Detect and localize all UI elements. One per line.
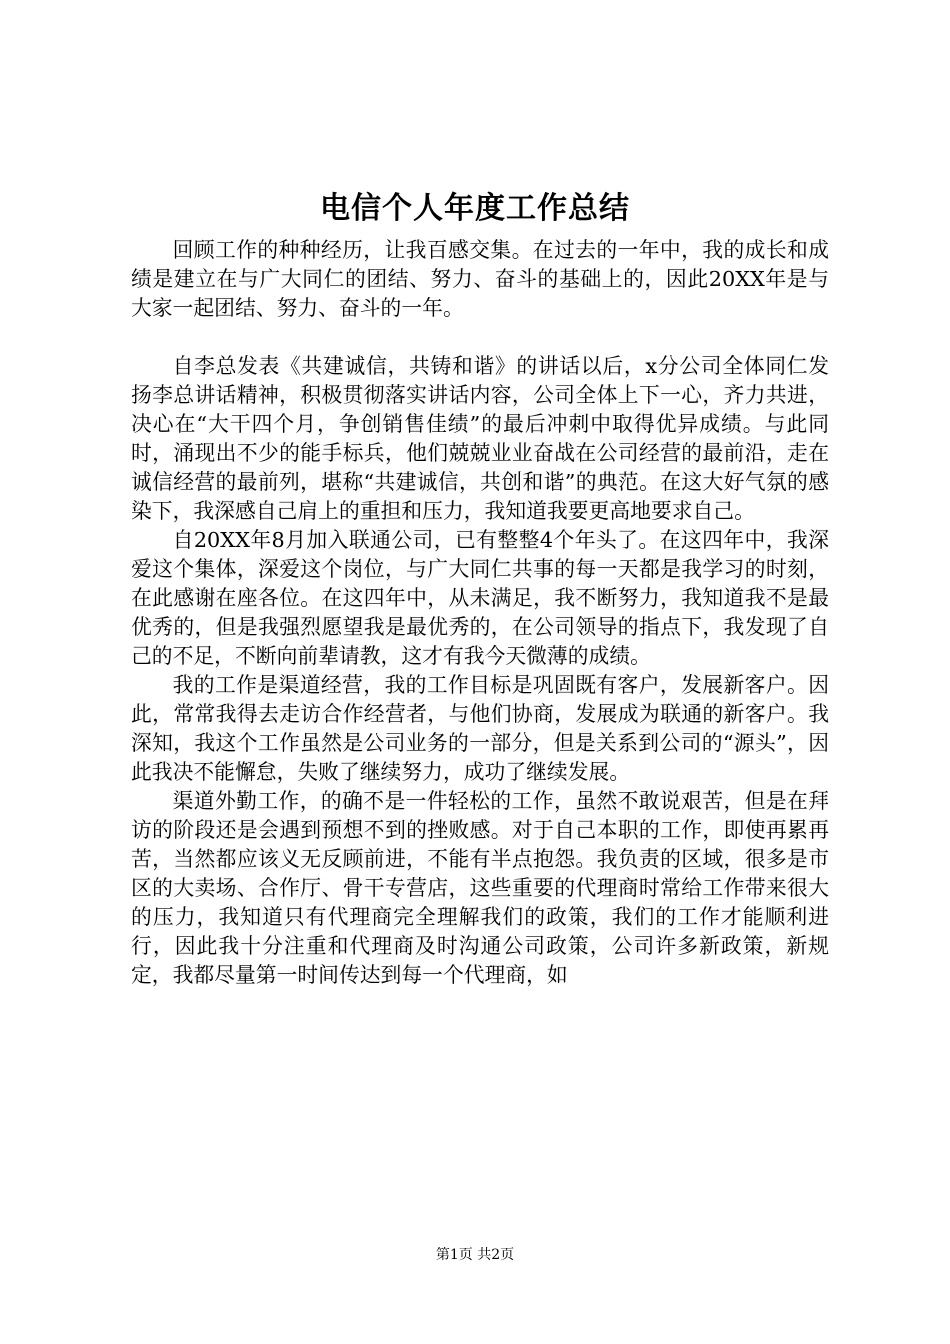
paragraph-2: 自李总发表《共建诚信，共铸和谐》的讲话以后，x分公司全体同仁发扬李总讲话精神，积极贯彻落实讲话内容，公司全体上下一心，齐力共进，决心在“大干四个月，争创销售佳绩”的最后冲刺中取得优异成绩。与此同时，涌现出不少的能手标兵，他们兢兢业业奋战在公司经营的最前沿，走在诚信经营的最前列，堪称“共建诚信，共创和谐”的典范。在这大好气氛的感染下，我深感自己肩上的重担和压力，我知道我要更高地要求自己。 — [131, 354, 829, 523]
paragraph-1: 回顾工作的种种经历，让我百感交集。在过去的一年中，我的成长和成绩是建立在与广大同仁的团结、努力、奋斗的基础上的，因此20XX年是与大家一起团结、努力、奋斗的一年。 — [131, 238, 829, 320]
paragraph-4: 我的工作是渠道经营，我的工作目标是巩固既有客户，发展新客户。因此，常常我得去走访合作经营者，与他们协商，发展成为联通的新客户。我深知，我这个工作虽然是公司业务的一部分，但是关系到公司的“源头”，因此我决不能懈怠，失败了继续努力，成功了继续发展。 — [131, 673, 829, 784]
paragraph-5: 渠道外勤工作，的确不是一件轻松的工作，虽然不敢说艰苦，但是在拜访的阶段还是会遇到预想不到的挫败感。对于自己本职的工作，即使再累再苦，当然都应该义无反顾前进，不能有半点抱怨。我负责的区域，很多是市区的大卖场、合作厅、骨干专营店，这些重要的代理商时常给工作带来很大的压力，我知道只有代理商完全理解我们的政策，我们的工作才能顺利进行，因此我十分注重和代理商及时沟通公司政策，公司许多新政策，新规定，我都尽量第一时间传达到每一个代理商，如 — [131, 789, 829, 987]
document-title: 电信个人年度工作总结 — [320, 191, 630, 226]
document-body — [131, 236, 829, 990]
paragraph-3: 自20XX年8月加入联通公司，已有整整4个年头了。在这四年中，我深爱这个集体，深爱这个岗位，与广大同仁共事的每一天都是我学习的时刻，在此感谢在座各位。在这四年中，从未满足，我不断努力，我知道我不是最优秀的，但是我强烈愿望我是最优秀的，在公司领导的指点下，我发现了自己的不足，不断向前辈请教，这才有我今天微薄的成绩。 — [131, 528, 829, 668]
page-number: 第1页 共2页 — [435, 1247, 515, 1263]
